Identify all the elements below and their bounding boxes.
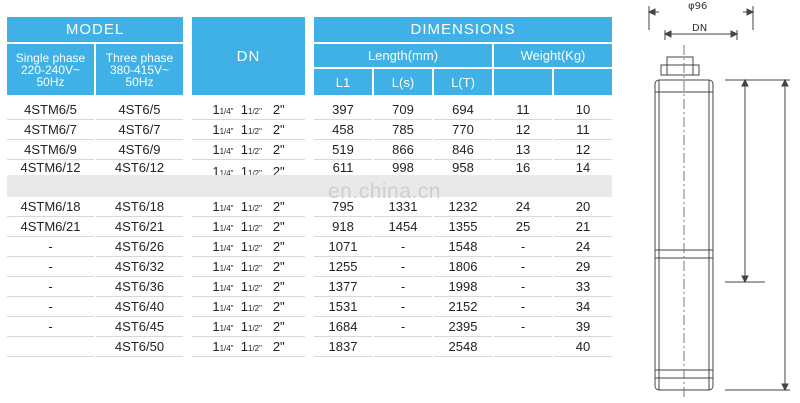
l1-value: 611 <box>332 160 354 175</box>
dn-cell: 11/4" 11/2" 2" <box>192 197 305 217</box>
three-phase-model: 4ST6/32 <box>96 257 183 277</box>
l1-header: L1 <box>314 69 372 95</box>
lt-value: 1232 <box>434 197 492 217</box>
dn-drawing-label: DN <box>692 23 708 34</box>
three-phase-model: 4ST6/40 <box>96 297 183 317</box>
weight-single-header <box>494 69 552 95</box>
watermark: en.china.cn <box>328 180 441 203</box>
dn-cell: 11/4" 11/2" 2" <box>192 237 305 257</box>
weight-single-value: 13 <box>494 140 552 160</box>
weight-three-value: 39 <box>554 317 612 337</box>
three-phase-model: 4ST6/9 <box>96 140 183 160</box>
lt-value: 1548 <box>434 237 492 257</box>
table-row <box>7 217 612 237</box>
table-row <box>7 197 612 217</box>
lt-value: 846 <box>434 140 492 160</box>
single-phase-model: 4STM6/5 <box>7 100 94 120</box>
dn-header: DN <box>192 17 305 95</box>
dn-cell: 11/4" 11/2" 2" <box>192 317 305 337</box>
l1-value: 795 <box>314 197 372 217</box>
three-phase-model: 4ST6/36 <box>96 277 183 297</box>
weight-single-value: 24 <box>494 197 552 217</box>
dn-cell: 11/4" 11/2" 2" <box>192 257 305 277</box>
l1-value: 1255 <box>314 257 372 277</box>
weight-three-value: 11 <box>554 120 612 140</box>
dn-cell: 11/4" 11/2" 2" <box>192 140 305 160</box>
weight-single-value <box>494 337 552 357</box>
single-phase-model: 4STM6/7 <box>7 120 94 140</box>
table-row <box>7 160 612 175</box>
lt-header: L(T) <box>434 69 492 95</box>
three-phase-model: 4ST6/50 <box>96 337 183 357</box>
diameter-label: φ96 <box>688 1 708 12</box>
single-phase-model: - <box>7 297 94 317</box>
ls-value <box>374 337 432 357</box>
weight-three-value: 14 <box>575 160 591 175</box>
table-row <box>7 257 612 277</box>
ls-value: - <box>374 297 432 317</box>
single-phase-model <box>7 337 94 357</box>
table-row <box>7 337 612 357</box>
three-phase-model: 4ST6/26 <box>96 237 183 257</box>
weight-three-value: 29 <box>554 257 612 277</box>
l1-value: 1071 <box>314 237 372 257</box>
l1-value: 458 <box>314 120 372 140</box>
table-row <box>7 277 612 297</box>
weight-header: Weight(Kg) <box>494 44 612 69</box>
single-phase-model: - <box>7 257 94 277</box>
weight-single-value: - <box>494 277 552 297</box>
table-row <box>7 297 612 317</box>
lt-value: 2395 <box>434 317 492 337</box>
pump-drawing <box>625 0 800 403</box>
weight-single-value: - <box>494 237 552 257</box>
three-phase-header: Three phase 380-415V~ 50Hz <box>96 44 183 95</box>
l1-value: 1531 <box>314 297 372 317</box>
lt-value: 694 <box>434 100 492 120</box>
l1-value: 918 <box>314 217 372 237</box>
three-phase-model: 4ST6/12 <box>114 160 165 175</box>
three-phase-model: 4ST6/7 <box>96 120 183 140</box>
dn-cell: 11/4" 11/2" 2" <box>192 120 305 140</box>
weight-three-value: 12 <box>554 140 612 160</box>
dn-cell: 11/4" 11/2" 2" <box>192 217 305 237</box>
weight-three-value: 10 <box>554 100 612 120</box>
torn-gap-band <box>7 175 612 197</box>
lt-value: 1355 <box>434 217 492 237</box>
lt-value: 1998 <box>434 277 492 297</box>
lt-value: 958 <box>452 160 474 175</box>
ls-value: 1331 <box>374 197 432 217</box>
table-row <box>7 100 612 120</box>
l1-value: 519 <box>314 140 372 160</box>
dn-cell: 11/4" 11/2" 2" <box>192 100 305 120</box>
weight-three-value: 24 <box>554 237 612 257</box>
ls-value: 1454 <box>374 217 432 237</box>
three-phase-model: 4ST6/45 <box>96 317 183 337</box>
weight-three-value: 34 <box>554 297 612 317</box>
l1-value: 1377 <box>314 277 372 297</box>
weight-single-value: 11 <box>494 100 552 120</box>
l1-value: 397 <box>314 100 372 120</box>
ls-value: - <box>374 317 432 337</box>
table-row <box>7 317 612 337</box>
three-phase-model: 4ST6/5 <box>96 100 183 120</box>
table-row <box>7 237 612 257</box>
ls-header: L(s) <box>374 69 432 95</box>
dn-cell: 11/4" 11/2" 2" <box>192 277 305 297</box>
weight-three-header <box>554 69 612 95</box>
l1-value: 1684 <box>314 317 372 337</box>
three-phase-model: 4ST6/21 <box>96 217 183 237</box>
length-header: Length(mm) <box>314 44 492 69</box>
lt-value: 770 <box>434 120 492 140</box>
weight-single-value: 16 <box>515 160 531 175</box>
single-phase-model: - <box>7 237 94 257</box>
model-header: MODEL <box>7 17 183 44</box>
single-phase-model: 4STM6/12 <box>20 160 81 175</box>
weight-three-value: 20 <box>554 197 612 217</box>
weight-single-value: - <box>494 317 552 337</box>
three-phase-model: 4ST6/18 <box>96 197 183 217</box>
table-row <box>7 140 612 160</box>
weight-three-value: 33 <box>554 277 612 297</box>
pump-spec-table <box>5 17 614 357</box>
single-phase-model: 4STM6/9 <box>7 140 94 160</box>
ls-value: - <box>374 257 432 277</box>
lt-value: 2152 <box>434 297 492 317</box>
weight-single-value: - <box>494 297 552 317</box>
single-phase-header: Single phase 220-240V~ 50Hz <box>7 44 94 95</box>
table-row <box>7 120 612 140</box>
ls-value: - <box>374 277 432 297</box>
single-phase-model: - <box>7 317 94 337</box>
single-phase-model: 4STM6/21 <box>7 217 94 237</box>
dn-cell: $1_{1/4"}$ $1_{1/2"}$ 2" <box>212 164 285 175</box>
weight-three-value: 40 <box>554 337 612 357</box>
weight-single-value: 25 <box>494 217 552 237</box>
weight-single-value: 12 <box>494 120 552 140</box>
l1-value: 1837 <box>314 337 372 357</box>
ls-value: - <box>374 237 432 257</box>
dimensions-header: DIMENSIONS <box>314 17 612 44</box>
single-phase-model: - <box>7 277 94 297</box>
dn-cell: 11/4" 11/2" 2" <box>192 337 305 357</box>
lt-value: 2548 <box>434 337 492 357</box>
dn-cell: 11/4" 11/2" 2" <box>192 297 305 317</box>
ls-value: 866 <box>374 140 432 160</box>
weight-single-value: - <box>494 257 552 277</box>
ls-value: 709 <box>374 100 432 120</box>
ls-value: 998 <box>392 160 414 175</box>
weight-three-value: 21 <box>554 217 612 237</box>
lt-value: 1806 <box>434 257 492 277</box>
ls-value: 785 <box>374 120 432 140</box>
single-phase-model: 4STM6/18 <box>7 197 94 217</box>
